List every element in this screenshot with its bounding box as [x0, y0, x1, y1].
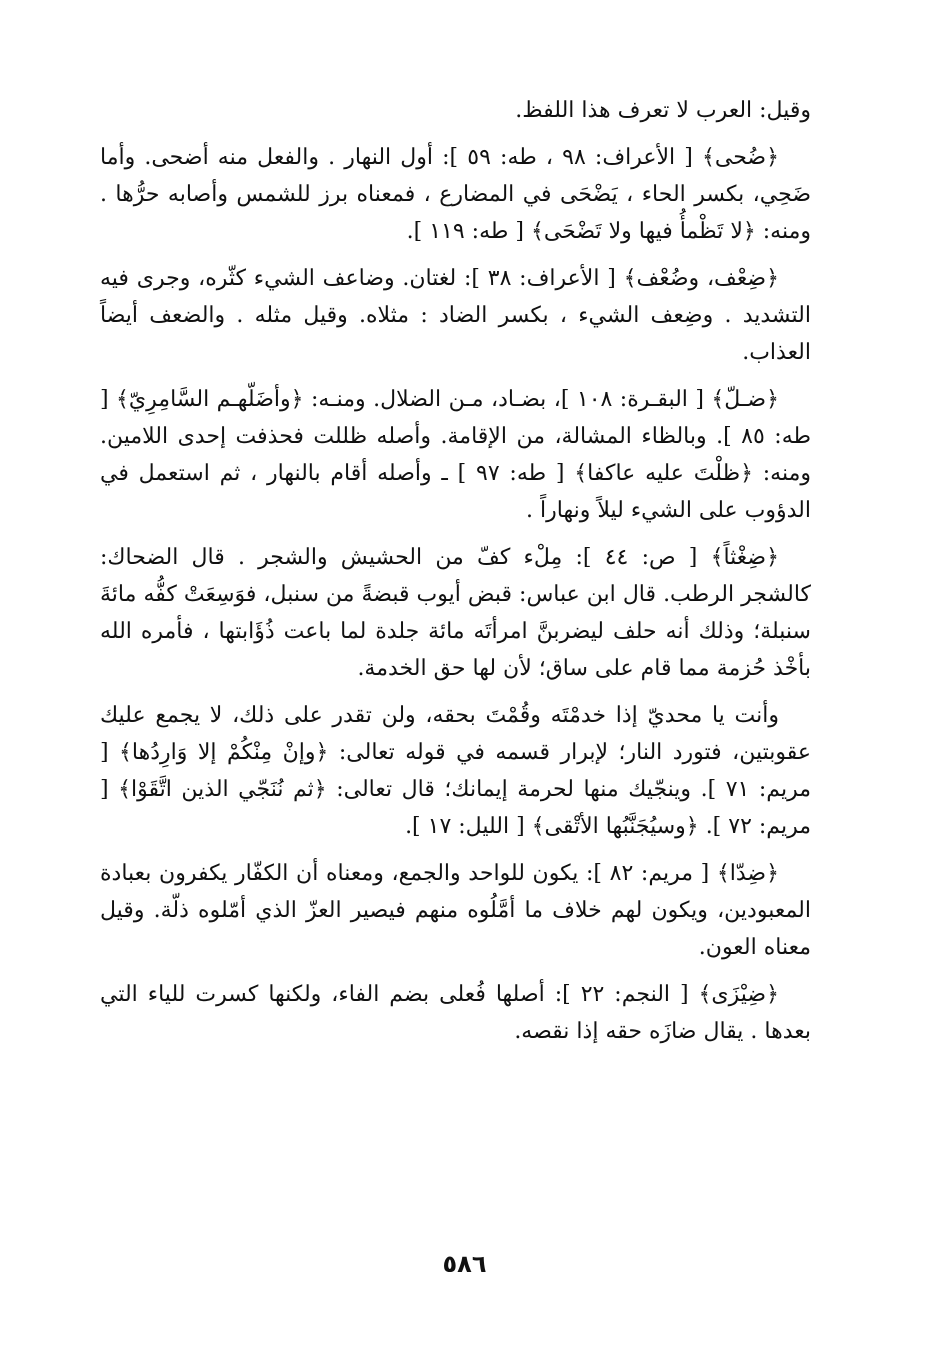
- paragraph-dizā: ﴿ضِيْزَى﴾ [ النجم: ٢٢ ]: أصلها فُعلى بضم الفاء، ولكنها كسرت للياء التي بعدها . يقال ضازَه حقه إذا نقصه.: [100, 982, 811, 1044]
- paragraph-duha: ﴿ضُحى﴾ [ الأعراف: ٩٨ ، طه: ٥٩ ]: أول النهار . والفعل منه أضحى. وأما ضَحِي، بكسر الحاء ، يَضْحَى في المضارع ، فمعناه برز للشمس وأصابه حرُّها . ومنه: ﴿لا تَظْمأُ فيها ولا تَضْحَى﴾ [ طه: ١١٩ ].: [100, 145, 811, 244]
- paragraph-1: وقيل: العرب لا تعرف هذا اللفظ.: [515, 98, 811, 123]
- page-body: [100, 92, 811, 1060]
- paragraph-didd: ﴿ضِدّا﴾ [ مريم: ٨٢ ]: يكون للواحد والجمع، ومعناه أن الكفّار يكفرون بعبادة المعبودين، ويكون لهم خلاف ما أمَّلُوه منهم فيصير العزّ الذي أمّلوه ذلّة. وقيل معناه العون.: [100, 861, 811, 960]
- paragraph-commentary: وأنت يا محديّ إذا خدمْتَه وقُمْتَ بحقه، ولن تقدر على ذلك، لا يجمع عليك عقوبتين، فتورد النار؛ لإبرار قسمه في قوله تعالى: ﴿وإنْ مِنْكُمْ إلا وَارِدُها﴾ [ مريم: ٧١ ]. وينجّيك منها لحرمة إيمانك؛ قال تعالى: ﴿ثم نُنَجّي الذين اتَّقَوْا﴾ [ مريم: ٧٢ ]. ﴿وسيُجَنَّبُها الأتْقى﴾ [ الليل: ١٧ ].: [100, 703, 811, 839]
- paragraph-dalla: ﴿ضـلّ﴾ [ البقـرة: ١٠٨ ]، بضـاد، مـن الضلال. ومنـه: ﴿وأضَلّهـم السَّامِرِيّ﴾ [ طه: ٨٥ ]. وبالظاء المشالة، من الإقامة. وأصله ظللت فحذفت إحدى اللامين. ومنه: ﴿ظلْتَ عليه عاكفا﴾ [ طه: ٩٧ ] ـ وأصله أقام بالنهار ، ثم استعمل في الدؤوب على الشيء ليلاً ونهاراً .: [100, 387, 812, 523]
- paragraph-dighth: ﴿ضِغْثاً﴾ [ ص: ٤٤ ]: مِلْء كفّ من الحشيش والشجر . قال الضحاك: كالشجر الرطب. قال ابن عباس: قبض أيوب قبضةً من سنبل، فوَسِعَتْ كفُّه مائةَ سنبلة؛ وذلك أنه حلف ليضربنَّ امرأتَه مائة جلدة لما باعت ذُؤَابتها ، فأمره الله بأخْذ حُزمة مما قام على ساق؛ لأن لها حق الخدمة.: [100, 545, 811, 681]
- paragraph-dief: ﴿ضِعْف، وضُعْف﴾ [ الأعراف: ٣٨ ]: لغتان. وضاعف الشيء كثّره، وجرى فيه التشديد . وضِعف الشيء ، بكسر الضاد : مثلاه. وقيل مثله . والضعف أيضاً العذاب.: [100, 266, 811, 365]
- page-number: ٥٨٦: [442, 1250, 487, 1278]
